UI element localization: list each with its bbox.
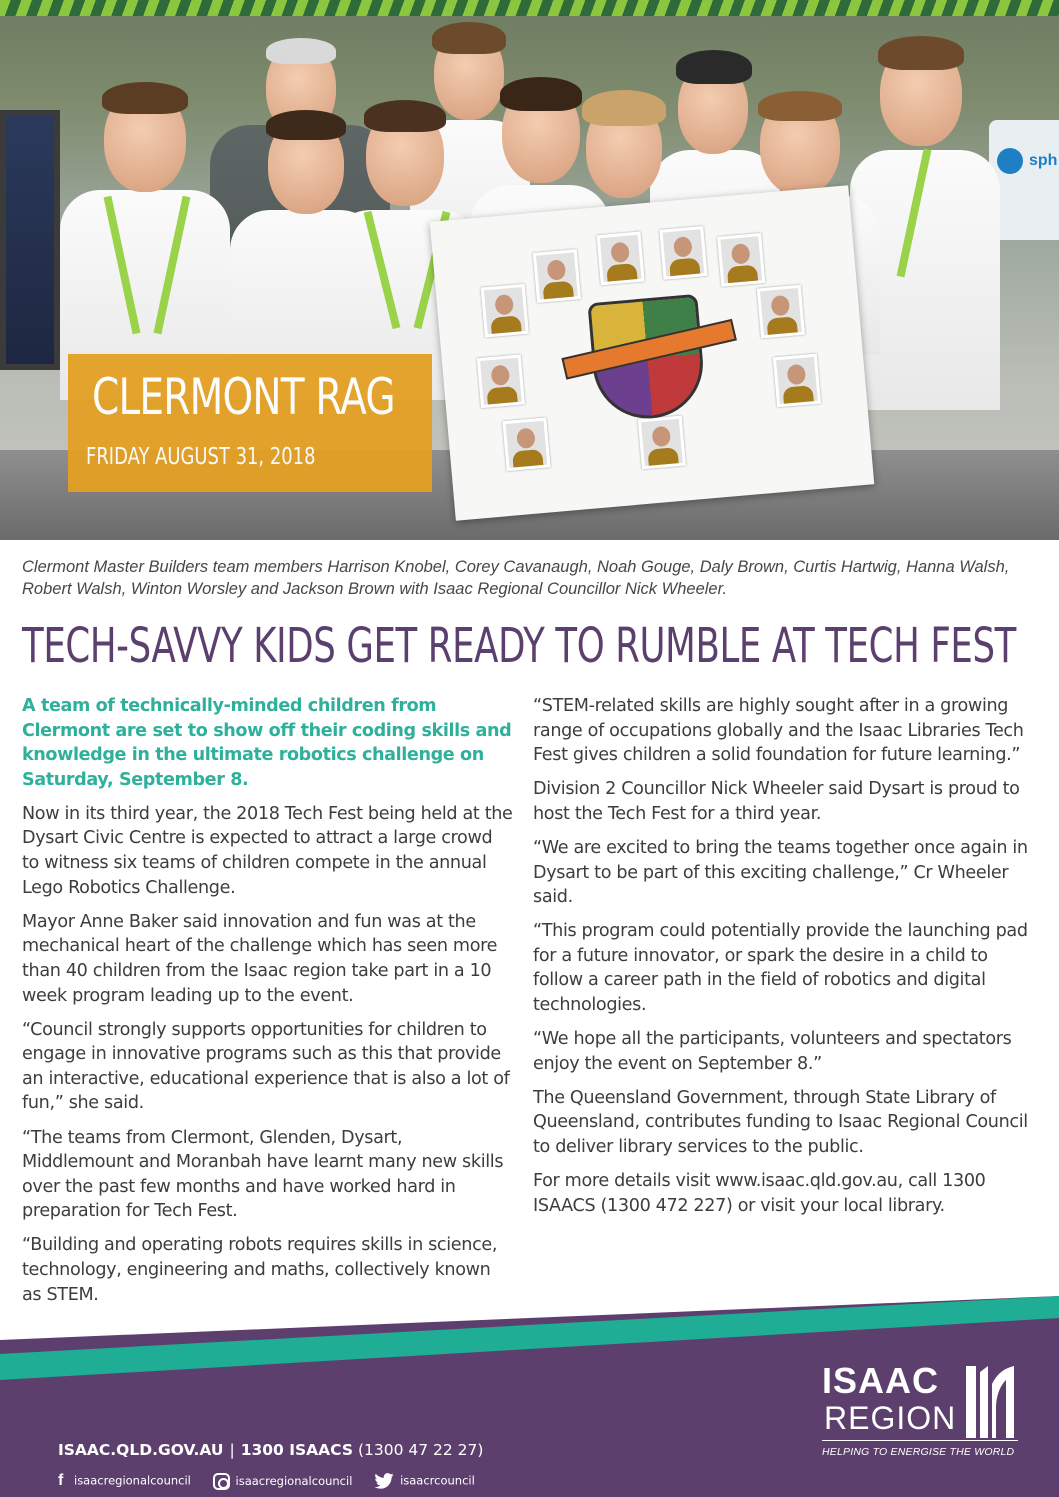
logo-divider <box>822 1440 1018 1441</box>
article-column-left <box>22 694 514 1317</box>
screen-monitor <box>0 110 60 370</box>
footer-separator: | <box>229 1441 235 1459</box>
instagram-link[interactable] <box>213 1473 353 1490</box>
footer-contact <box>58 1441 483 1459</box>
logo-isaac-text: ISAAC <box>822 1360 940 1401</box>
article-column-right <box>533 694 1033 1228</box>
article-paragraph: Division 2 Councillor Nick Wheeler said Dysart is proud to host the Tech Fest for a third year. <box>533 779 1020 824</box>
twitter-handle: isaacrcouncil <box>400 1473 475 1488</box>
article-paragraph: “STEM-related skills are highly sought after in a growing range of occupations globally and the Isaac Libraries Tech Fest gives children a solid foundation for future learning.” <box>533 696 1024 766</box>
article-paragraph: The Queensland Government, through State Library of Queensland, contributes funding to Isaac Regional Council to deliver library services to the public. <box>533 1087 1028 1157</box>
twitter-link[interactable] <box>374 1473 475 1489</box>
poster-photo <box>773 354 821 408</box>
article-paragraph: “Building and operating robots requires skills in science, technology, engineering and maths, collectively known as STEM. <box>22 1235 498 1305</box>
poster-photo <box>717 233 765 287</box>
instagram-handle: isaacregionalcouncil <box>235 1473 353 1488</box>
article-paragraph: “We are excited to bring the teams together once again in Dysart to be part of this exciting challenge,” Cr Wheeler said. <box>533 837 1028 908</box>
article-paragraph: For more details visit www.isaac.qld.gov.au, call 1300 ISAACS (1300 472 227) or visit your local library. <box>533 1171 986 1216</box>
article-lead: A team of technically-minded children from Clermont are set to show off their coding skills and knowledge in the ultimate robotics challenge on Saturday, September 8. <box>22 696 512 790</box>
facebook-icon: f <box>58 1472 64 1489</box>
article-paragraph: “The teams from Clermont, Glenden, Dysart, Middlemount and Moranbah have learnt many new skills over the past few months and have worked hard in preparation for Tech Fest. <box>22 1127 504 1222</box>
poster-photo <box>502 417 550 471</box>
masthead-date: FRIDAY AUGUST 31, 2018 <box>86 444 316 470</box>
instagram-icon <box>213 1473 230 1490</box>
poster-photo <box>659 226 707 280</box>
hero-photo <box>0 0 1059 540</box>
logo-region-text: REGION <box>824 1400 957 1436</box>
person-child <box>60 80 230 400</box>
poster-photo <box>597 232 645 286</box>
poster-photo <box>757 285 805 339</box>
footer-website-link[interactable]: ISAAC.QLD.GOV.AU <box>58 1441 224 1459</box>
logo-tagline: HELPING TO ENERGISE THE WORLD <box>822 1446 1015 1458</box>
article-headline: TECH-SAVVY KIDS GET READY TO RUMBLE AT TECH FEST <box>22 618 1017 674</box>
facebook-link[interactable] <box>58 1472 191 1490</box>
footer-phone-name[interactable]: 1300 ISAACS <box>240 1441 353 1459</box>
poster-photo <box>481 284 529 338</box>
poster-photo <box>638 416 686 470</box>
footer-social <box>58 1472 493 1490</box>
article-paragraph: “This program could potentially provide the launching pad for a future innovator, or spark the desire in a child to follow a career path in the field of robotics and digital technologies. <box>533 921 1028 1016</box>
footer-phone-number: (1300 47 22 27) <box>357 1441 484 1459</box>
sphero-logo-icon <box>997 148 1023 174</box>
wall-sign-text: sph <box>1029 152 1058 169</box>
masthead <box>68 354 432 492</box>
team-poster <box>430 185 875 520</box>
article-paragraph: “We hope all the participants, volunteers and spectators enjoy the event on September 8.” <box>533 1029 1012 1074</box>
photo-caption: Clermont Master Builders team members Harrison Knobel, Corey Cavanaugh, Noah Gouge, Daly Brown, Curtis Hartwig, Hanna Walsh, Robert Walsh, Winton Worsley and Jackson Brown with Isaac Regional Councillor Nick Wheeler. <box>22 558 1010 598</box>
isaac-region-logo[interactable] <box>822 1360 1022 1465</box>
article-paragraph: Now in its third year, the 2018 Tech Fest being held at the Dysart Civic Centre is expected to attract a large crowd to witness six teams of children compete in the annual Lego Robotics Challenge. <box>22 803 513 898</box>
facebook-handle: isaacregionalcouncil <box>74 1473 191 1488</box>
twitter-icon <box>374 1473 394 1489</box>
article-paragraph: Mayor Anne Baker said innovation and fun was at the mechanical heart of the challenge which has seen more than 40 children from the Isaac region take part in a 10 week program leading up to the event. <box>22 911 498 1006</box>
logo-mark-icon <box>962 1362 1018 1442</box>
masthead-title: CLERMONT RAG <box>92 368 395 426</box>
poster-photo <box>533 249 581 303</box>
poster-photo <box>477 354 525 408</box>
article-paragraph: “Council strongly supports opportunities for children to engage in innovative programs such as this that provide an interactive, educational experience that is also a lot of fun,” she said. <box>22 1019 510 1114</box>
